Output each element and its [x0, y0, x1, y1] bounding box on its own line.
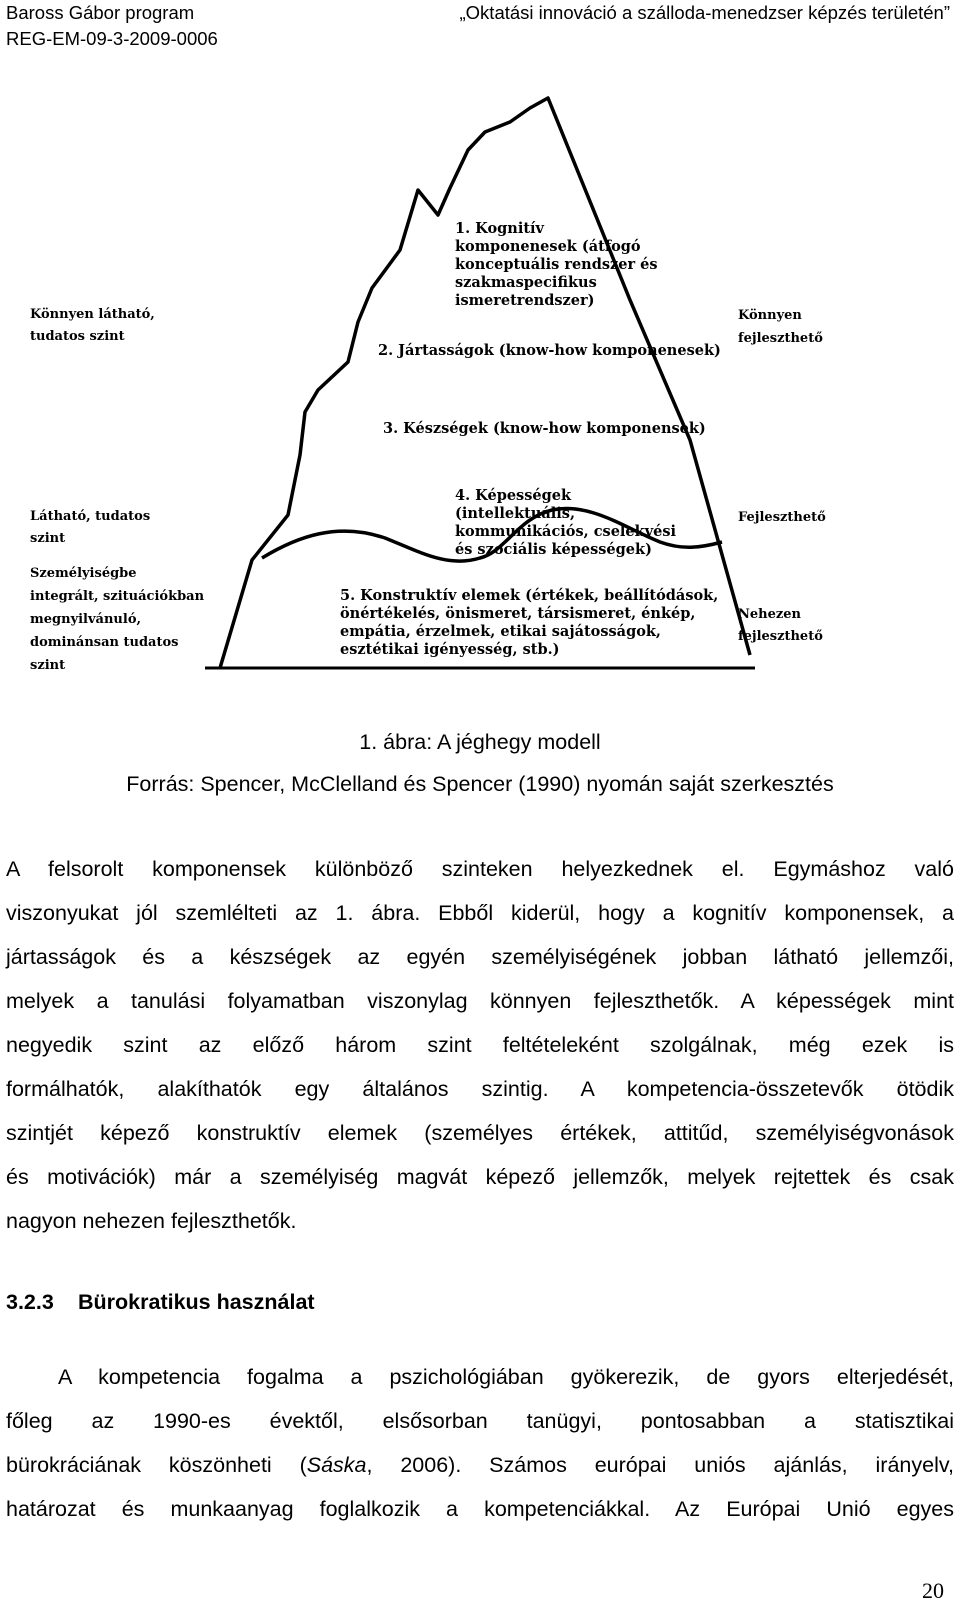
iceberg-outline: [220, 98, 750, 668]
paragraph-line: és motivációk) már a személyiség magvát képező jellemzők, melyek rejtettek és csak: [6, 1165, 954, 1189]
svg-text:Könnyen látható,: Könnyen látható,: [30, 307, 155, 322]
level-4-label: [455, 487, 677, 558]
paragraph-line: A felsorolt komponensek különböző szinteken helyezkednek el. Egymáshoz való: [6, 857, 954, 881]
level-3-label: 3. Készségek (know-how komponensek): [383, 420, 706, 437]
svg-text:integrált, szituációkban: integrált, szituációkban: [30, 589, 205, 604]
page-header-right: [460, 0, 951, 26]
svg-text:1. Kognitív: 1. Kognitív: [455, 220, 544, 237]
left-note-bottom: [30, 566, 205, 673]
svg-text:komponenesek (átfogó: komponenesek (átfogó: [455, 238, 641, 255]
svg-text:fejleszthető: fejleszthető: [738, 629, 823, 644]
paragraph-components: [6, 847, 954, 1243]
svg-text:Nehezen: Nehezen: [738, 607, 801, 622]
svg-text:szakmaspecifikus: szakmaspecifikus: [455, 274, 597, 291]
svg-text:fejleszthető: fejleszthető: [738, 331, 823, 346]
paragraph-line: [6, 1443, 954, 1487]
paragraph-bureaucratic-use: [6, 1355, 954, 1531]
paragraph-line: formálhatók, alakíthatók egy általános szintig. A kompetencia-összetevők ötödik: [6, 1077, 954, 1101]
svg-text:Látható, tudatos: Látható, tudatos: [30, 509, 151, 524]
paragraph-line: A kompetencia fogalma a pszichológiában gyökerezik, de gyors elterjedését,: [58, 1365, 954, 1389]
paragraph-line: jártasságok és a készségek az egyén személyiségének jobban látható jellemzői,: [6, 945, 954, 969]
text-run: bürokráciának köszönheti (: [6, 1453, 307, 1477]
svg-text:kommunikációs, cselekvési: kommunikációs, cselekvési: [455, 523, 677, 540]
header-project-code: REG-EM-09-3-2009-0006: [6, 28, 218, 49]
header-program-name: Baross Gábor program: [6, 2, 195, 23]
svg-text:szint: szint: [30, 658, 66, 673]
svg-text:tudatos szint: tudatos szint: [30, 329, 125, 344]
paragraph-line: határozat és munkaanyag foglalkozik a kompetenciákkal. Az Európai Unió egyes: [6, 1497, 954, 1521]
level-5-label: [340, 587, 718, 658]
svg-text:Személyiségbe: Személyiségbe: [30, 566, 137, 581]
header-project-title: „Oktatási innováció a szálloda-menedzser képzés területén”: [459, 2, 950, 23]
paragraph-line: nagyon nehezen fejleszthetők.: [6, 1209, 297, 1233]
svg-text:5. Konstruktív elemek (értékek: 5. Konstruktív elemek (értékek, beállítódások,: [340, 587, 719, 604]
svg-text:konceptuális rendszer és: konceptuális rendszer és: [455, 256, 658, 273]
paragraph-line: főleg az 1990-es évektől, elsősorban tanügyi, pontosabban a statisztikai: [6, 1409, 954, 1433]
section-heading: [6, 1288, 315, 1316]
left-note-middle: [30, 509, 150, 546]
svg-text:(intellektuális,: (intellektuális,: [455, 505, 575, 522]
level-2-label: 2. Jártasságok (know-how komponenesek): [378, 342, 721, 359]
paragraph-line: melyek a tanulási folyamatban viszonylag könnyen fejleszthetők. A képességek mint: [6, 989, 954, 1013]
svg-text:Könnyen: Könnyen: [738, 308, 802, 323]
page-number: 20: [922, 1578, 944, 1603]
left-note-top: [30, 307, 155, 344]
svg-text:ismeretrendszer): ismeretrendszer): [455, 292, 595, 309]
section-number: 3.2.3: [6, 1290, 54, 1314]
paragraph-line: szintjét képező konstruktív elemek (személyes értékek, attitűd, személyiségvonások: [6, 1121, 954, 1145]
citation-author: Sáska: [306, 1453, 367, 1477]
text-run: , 2006). Számos európai uniós ajánlás, irányelv,: [366, 1453, 954, 1477]
svg-text:szint: szint: [30, 531, 66, 546]
iceberg-model-figure: [0, 90, 960, 690]
svg-text:empátia, érzelmek, etikai sajá: empátia, érzelmek, etikai sajátosságok,: [340, 623, 661, 640]
svg-text:esztétikai igényesség, stb.): esztétikai igényesség, stb.): [340, 641, 560, 658]
figure-caption-source: Forrás: Spencer, McClelland és Spencer (1990) nyomán saját szerkesztés: [126, 772, 834, 796]
right-note-top: [738, 308, 823, 346]
right-note-middle: Fejleszthető: [738, 510, 826, 525]
svg-text:önértékelés, önismeret, társis: önértékelés, önismeret, társismeret, énkép,: [340, 605, 696, 622]
paragraph-line: negyedik szint az előző három szint feltételeként szolgálnak, még ezek is: [6, 1033, 954, 1057]
section-title: Bürokratikus használat: [78, 1290, 315, 1314]
right-note-bottom: [738, 607, 823, 644]
svg-text:dominánsan tudatos: dominánsan tudatos: [30, 635, 179, 650]
page-header-left: [6, 0, 218, 52]
svg-text:és szociális képességek): és szociális képességek): [455, 541, 652, 558]
paragraph-line: viszonyukat jól szemlélteti az 1. ábra. Ebből kiderül, hogy a kognitív komponensek, a: [6, 901, 954, 925]
svg-text:megnyilvánuló,: megnyilvánuló,: [30, 612, 142, 627]
svg-text:4. Képességek: 4. Képességek: [455, 487, 572, 504]
figure-caption-title: 1. ábra: A jéghegy modell: [359, 730, 601, 754]
